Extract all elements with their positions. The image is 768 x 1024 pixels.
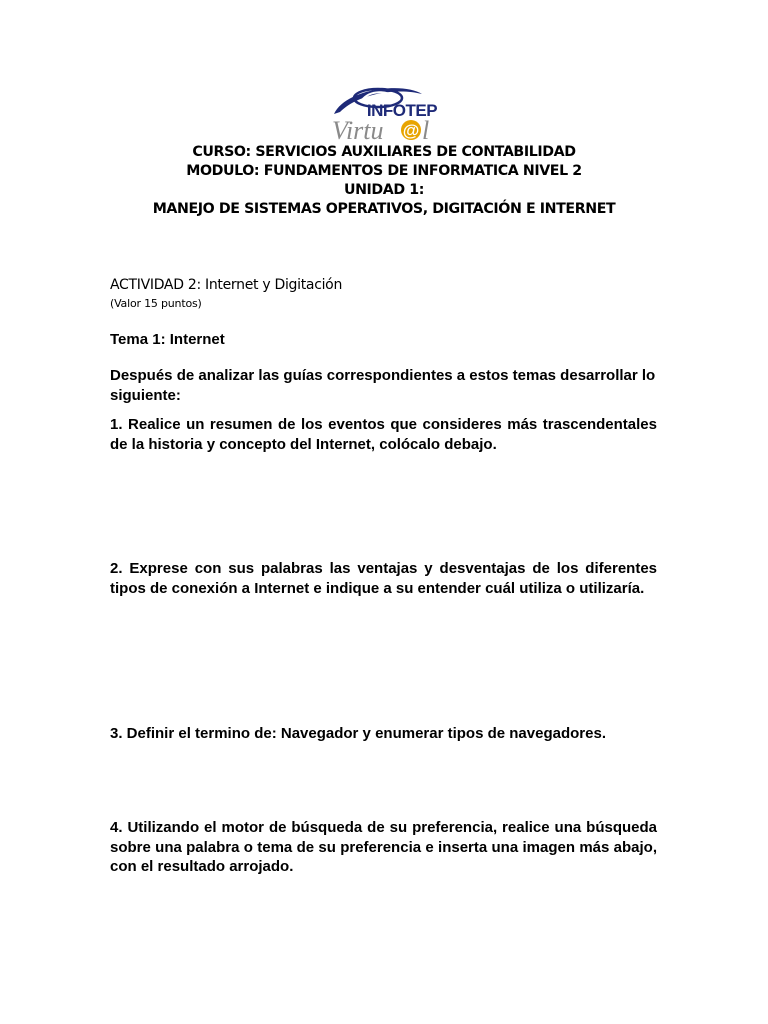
- unit-subject: MANEJO DE SISTEMAS OPERATIVOS, DIGITACIÓN E INTERNET: [152, 201, 616, 217]
- question-1: 1. Realice un resumen de los eventos que consideres más trascendentales de la historia y concepto del Internet, colócalo debajo.: [110, 416, 657, 453]
- svg-text:INFOTEP: INFOTEP: [366, 101, 438, 120]
- course-title: CURSO: SERVICIOS AUXILIARES DE CONTABILIDAD: [192, 144, 576, 160]
- activity-value: (Valor 15 puntos): [110, 297, 202, 310]
- module-title: MODULO: FUNDAMENTOS DE INFORMATICA NIVEL 2: [186, 163, 582, 179]
- activity-title: ACTIVIDAD 2: Internet y Digitación: [110, 277, 343, 293]
- infotep-logo-graphic: [326, 84, 444, 144]
- question-3: 3. Definir el termino de: Navegador y enumerar tipos de navegadores.: [110, 725, 606, 742]
- svg-text:@: @: [402, 121, 420, 140]
- topic-heading: Tema 1: Internet: [110, 331, 225, 348]
- unit-title: UNIDAD 1:: [343, 182, 425, 198]
- intro-instructions: Después de analizar las guías correspondientes a estos temas desarrollar lo siguiente:: [110, 367, 656, 404]
- infotep-virtual-logo: [326, 84, 444, 144]
- document-header: [0, 143, 768, 219]
- question-4: 4. Utilizando el motor de búsqueda de su preferencia, realice una búsqueda sobre una palabra o tema de su preferencia e inserta una imagen más abajo, con el resultado arrojado.: [110, 819, 657, 875]
- question-2: 2. Exprese con sus palabras las ventajas y desventajas de los diferentes tipos de conexión a Internet e indique a su entender cuál utiliza o utilizaría.: [110, 560, 657, 597]
- svg-text:Virtu: Virtu: [332, 116, 384, 144]
- svg-text:l: l: [422, 116, 430, 144]
